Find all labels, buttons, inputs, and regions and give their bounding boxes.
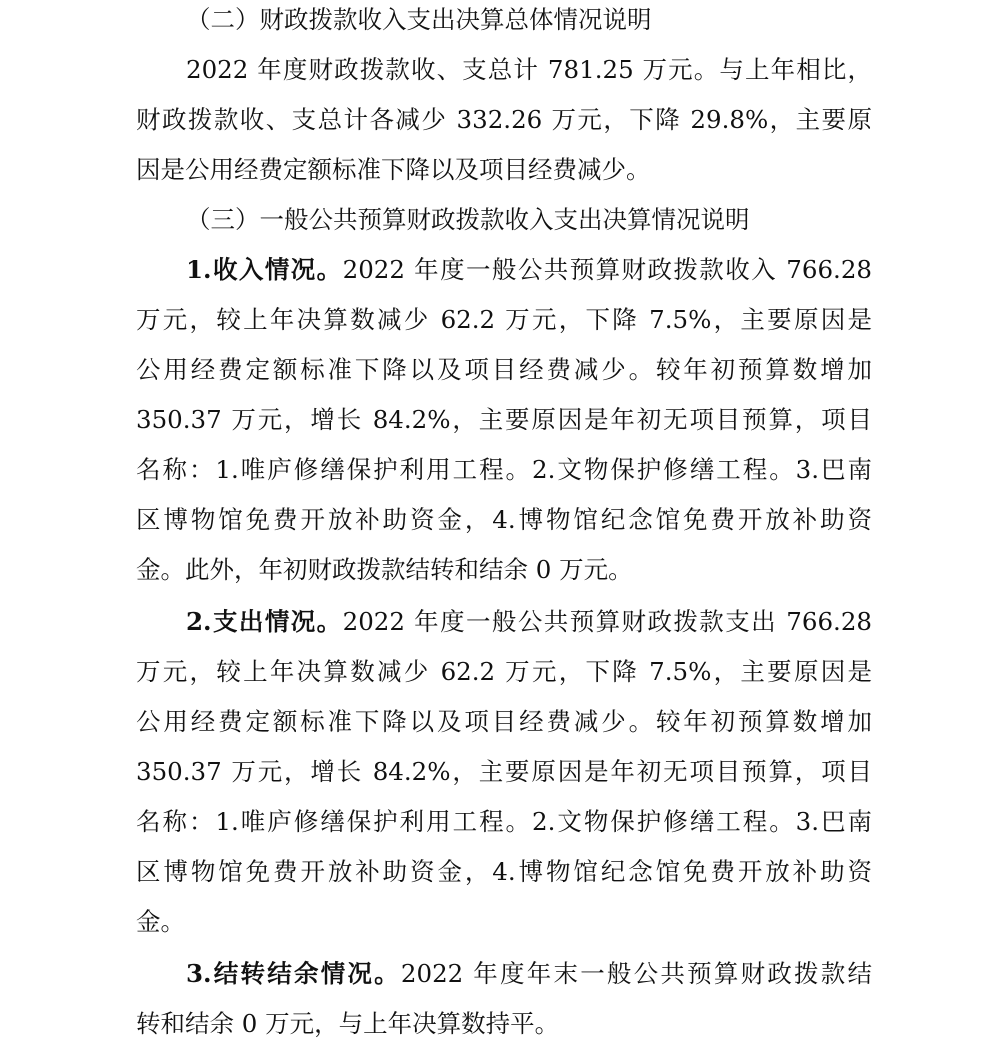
paragraph-line: 公用经费定额标准下降以及项目经费减少。较年初预算数增加 [136,707,872,736]
paragraph-line: 金。 [136,907,185,936]
paragraph-line: 350.37 万元，增长 84.2%，主要原因是年初无项目预算，项目 [136,757,872,786]
section-3-heading: （三）一般公共预算财政拨款收入支出决算情况说明 [186,205,750,234]
paragraph-line: 区博物馆免费开放补助资金，4.博物馆纪念馆免费开放补助资 [136,505,872,534]
paragraph-line: 350.37 万元，增长 84.2%，主要原因是年初无项目预算，项目 [136,405,872,434]
paragraph-line: 万元，较上年决算数减少 62.2 万元，下降 7.5%，主要原因是 [136,305,872,334]
paragraph-line: 转和结余 0 万元，与上年决算数持平。 [136,1009,560,1038]
paragraph-line: 区博物馆免费开放补助资金，4.博物馆纪念馆免费开放补助资 [136,857,872,886]
paragraph-line: 因是公用经费定额标准下降以及项目经费减少。 [136,155,651,184]
expense-first-line [186,604,872,640]
paragraph-line: 2022 年度财政拨款收、支总计 781.25 万元。与上年相比， [186,55,872,84]
carryover-title: 3.结转结余情况。 [186,959,401,988]
paragraph-line: 财政拨款收、支总计各减少 332.26 万元，下降 29.8%，主要原 [136,105,872,134]
income-first-line [186,252,872,288]
paragraph-line: 万元，较上年决算数减少 62.2 万元，下降 7.5%，主要原因是 [136,657,872,686]
expense-title: 2.支出情况。 [186,607,343,636]
section-2-heading: （二）财政拨款收入支出决算总体情况说明 [186,5,652,34]
paragraph-line: 公用经费定额标准下降以及项目经费减少。较年初预算数增加 [136,355,872,384]
paragraph-line: 金。此外，年初财政拨款结转和结余 0 万元。 [136,555,633,584]
carryover-first-line-text: 2022 年度年末一般公共预算财政拨款结 [400,959,872,988]
expense-first-line-text: 2022 年度一般公共预算财政拨款支出 766.28 [342,607,872,636]
income-first-line-text: 2022 年度一般公共预算财政拨款收入 766.28 [342,255,872,284]
income-title: 1.收入情况。 [186,255,343,284]
paragraph-line: 名称：1.唯庐修缮保护利用工程。2.文物保护修缮工程。3.巴南 [136,455,872,484]
paragraph-line: 名称：1.唯庐修缮保护利用工程。2.文物保护修缮工程。3.巴南 [136,807,872,836]
carryover-first-line [186,956,872,992]
